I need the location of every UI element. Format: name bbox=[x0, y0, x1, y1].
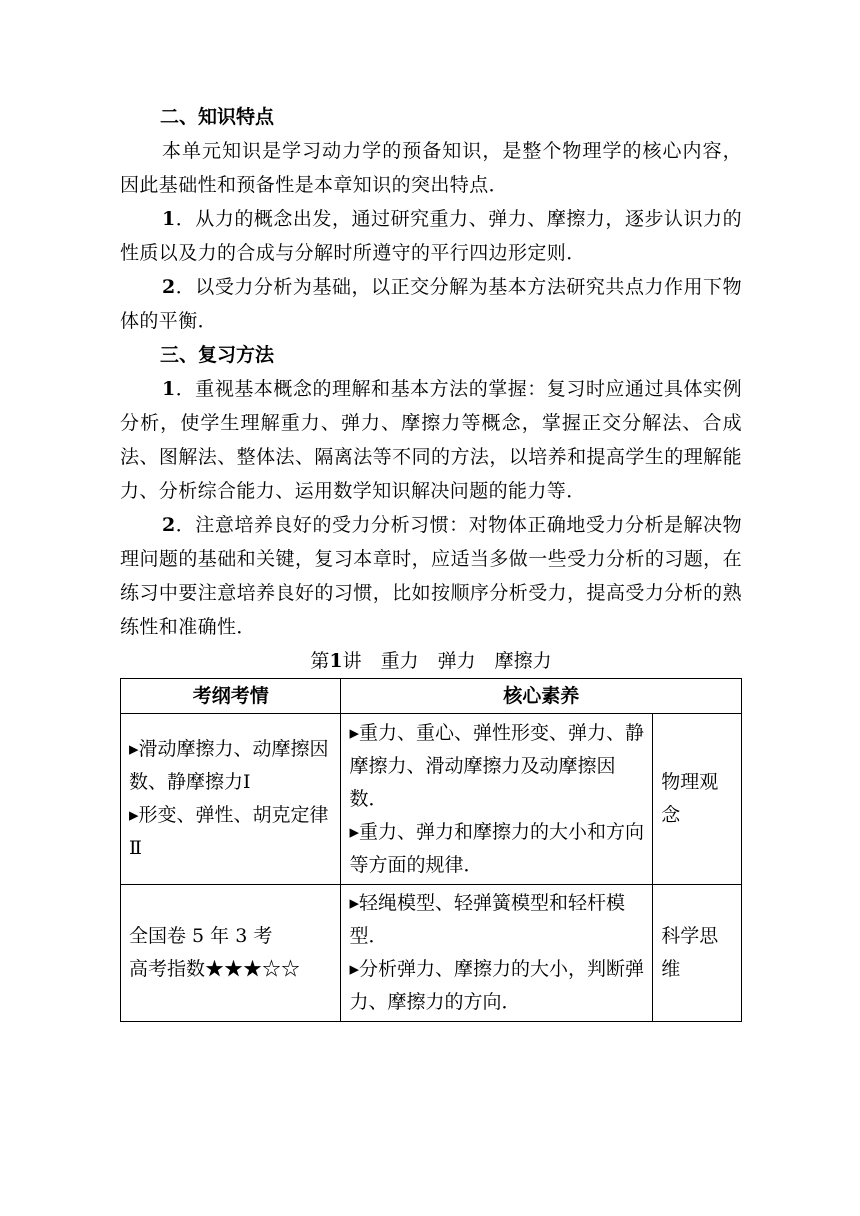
section-heading-knowledge: 二、知识特点 bbox=[160, 106, 275, 128]
literacy-category-cell: 物理观念 bbox=[653, 714, 742, 885]
section-heading-method: 三、复习方法 bbox=[160, 344, 275, 366]
lesson-title: 第1讲 重力 弹力 摩擦力 bbox=[310, 650, 552, 672]
literacy-content-cell: ▸轻绳模型、轻弹簧模型和轻杆模型． ▸分析弹力、摩擦力的大小，判断弹力、摩擦力的方向． bbox=[341, 885, 653, 1022]
knowledge-item-2: 2．以受力分析为基础，以正交分解为基本方法研究共点力作用下物体的平衡． bbox=[120, 276, 742, 332]
document-body bbox=[120, 100, 742, 1022]
exam-stats-cell: 全国卷 5 年 3 考 高考指数★★★☆☆ bbox=[121, 885, 341, 1022]
syllabus-cell: ▸滑动摩擦力、动摩擦因数、静摩擦力Ⅰ ▸形变、弹性、胡克定律Ⅱ bbox=[121, 714, 341, 885]
table-row bbox=[121, 714, 742, 885]
header-core-literacy: 核心素养 bbox=[341, 679, 742, 714]
section-intro: 本单元知识是学习动力学的预备知识，是整个物理学的核心内容，因此基础性和预备性是本章知识的突出特点． bbox=[120, 140, 742, 196]
method-item-2: 2．注意培养良好的受力分析习惯：对物体正确地受力分析是解决物理问题的基础和关键，复习本章时，应适当多做一些受力分析的习题，在练习中要注意培养良好的习惯，比如按顺序分析受力，提高受力分析的熟练性和准确性． bbox=[120, 514, 742, 638]
header-syllabus: 考纲考情 bbox=[121, 679, 341, 714]
literacy-content-cell: ▸重力、重心、弹性形变、弹力、静摩擦力、滑动摩擦力及动摩擦因数． ▸重力、弹力和摩擦力的大小和方向等方面的规律． bbox=[341, 714, 653, 885]
table-header-row bbox=[121, 679, 742, 714]
knowledge-item-1: 1．从力的概念出发，通过研究重力、弹力、摩擦力，逐步认识力的性质以及力的合成与分解时所遵守的平行四边形定则． bbox=[120, 208, 742, 264]
syllabus-table bbox=[120, 678, 742, 1022]
literacy-category-cell: 科学思维 bbox=[653, 885, 742, 1022]
method-item-1: 1．重视基本概念的理解和基本方法的掌握：复习时应通过具体实例分析，使学生理解重力、弹力、摩擦力等概念，掌握正交分解法、合成法、图解法、整体法、隔离法等不同的方法，以培养和提高学生的理解能力、分析综合能力、运用数学知识解决问题的能力等． bbox=[120, 378, 742, 502]
table-row bbox=[121, 885, 742, 1022]
